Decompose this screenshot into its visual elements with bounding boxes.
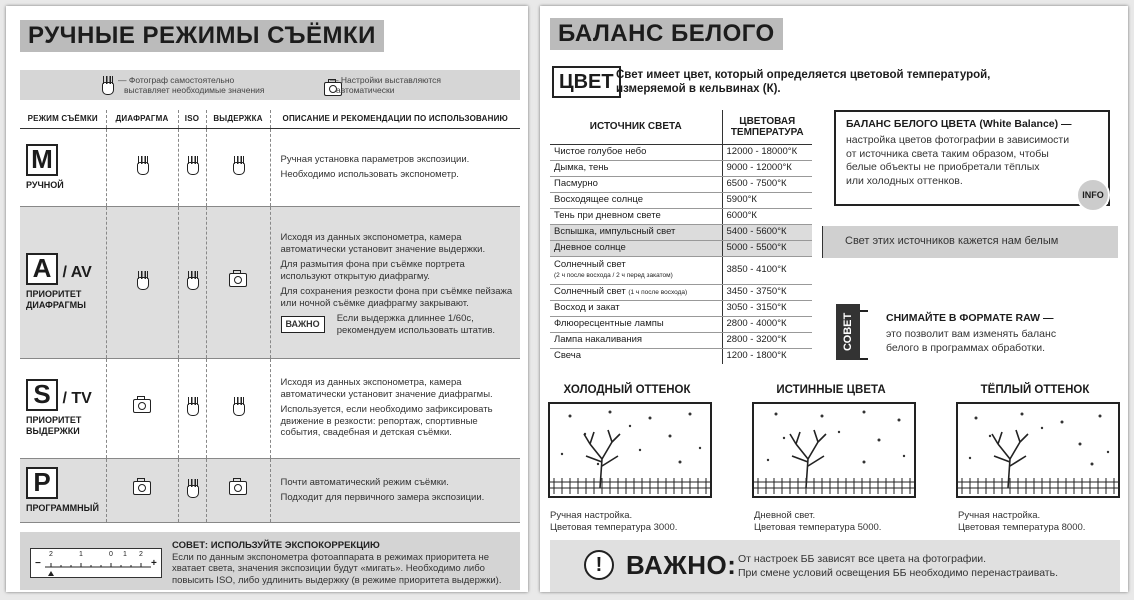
tip-text-block [172,540,517,586]
sample-caption-true: Дневной свет. Цветовая температура 5000. [754,510,882,533]
legend-auto-line2: автоматически [336,85,395,95]
mode-description: Исходя из данных экспонометра, камера автоматически установит значение диафрагмы. Используется, если необходимо зафиксировать движение в резкости: репортаж, спортивные события, свадебная и детская съёмки. [270,358,520,458]
table-row: Восход и закат 3050 - 3150°К [550,300,812,316]
sample-title-warm: ТЁПЛЫЙ ОТТЕНОК [980,384,1090,396]
important-text: Если выдержка длиннее 1/60с, рекомендуем использовать штатив. [336,313,496,336]
col-iso: ISO [178,110,206,128]
col-shutter: ВЫДЕРЖКА [206,110,270,128]
table-row: Свеча 1200 - 1800°К [550,348,812,364]
important-text: От настроек ББ зависят все цвета на фотографии. При смене условий освещения ББ необходимо перенастраивать. [738,553,1059,579]
mode-cell [20,358,106,458]
tip-title: СНИМАЙТЕ В ФОРМАТЕ RAW — [886,312,1054,324]
mode-letter: S [26,379,58,411]
mode-name-line1: ПРИОРИТЕТ [26,415,82,425]
tip-text: это позволит вам изменять баланс белого в программах обработки. [886,328,1057,354]
table-row: Восходящее солнце 5900°К [550,192,812,208]
hand-icon [135,156,149,174]
hand-icon [185,271,199,289]
tip-tag: СОВЕТ [836,304,860,360]
mode-name-line2: ДИАФРАГМЫ [26,300,86,310]
table-row: Лампа накаливания 2800 - 3200°К [550,332,812,348]
sample-caption-warm: Ручная настройка. Цветовая температура 8000. [958,510,1086,533]
mode-name-line2: ВЫДЕРЖКИ [26,426,80,436]
tip-text: Если по данным экспонометра фотоаппарата в режимах приоритета не хватает света, значения экспозиции будут «мигать». Необходимо либо повысить ISO, либо удлинить выдержку (в режиме приоритета выдержки). [172,551,502,586]
table-row: Солнечный свет (1 ч после восхода) 3450 - 3750°К [550,284,812,300]
table-row: Дневное солнце 5000 - 5500°К [550,240,812,256]
mode-description: Ручная установка параметров экспозиции. Необходимо использовать экспонометр. [270,128,520,206]
table-row: Солнечный свет (2 ч после восхода / 2 ч перед закатом) 3850 - 4100°К [550,256,812,284]
sample-caption-cold: Ручная настройка. Цветовая температура 3000. [550,510,678,533]
white-light-note: Свет этих источников кажется нам белым [822,226,1118,258]
page-title: РУЧНЫЕ РЕЖИМЫ СЪЁМКИ [20,20,384,52]
hand-icon [231,156,245,174]
raw-tip [836,304,1116,366]
definition-text: настройка цветов фотографии в зависимости от источника света таким образом, чтобы белые объекты не приобретали тёплых или холодных оттенков. [846,134,1070,187]
col-aperture: ДИАФРАГМА [106,110,178,128]
mode-row-s [20,358,520,458]
important-label: ВАЖНО [281,316,325,334]
color-label: ЦВЕТ [552,66,621,98]
mode-name-line1: ПРИОРИТЕТ [26,289,82,299]
col-temperature: ЦВЕТОВАЯ ТЕМПЕРАТУРА [722,110,812,144]
table-row: Флюоресцентные лампы 2800 - 4000°К [550,316,812,332]
col-description: ОПИСАНИЕ И РЕКОМЕНДАЦИИ ПО ИСПОЛЬЗОВАНИЮ [270,110,520,128]
camera-icon [229,273,247,287]
legend-manual-line2: выставляет необходимые значения [124,85,265,95]
legend-manual-line1: — Фотограф самостоятельно [118,75,235,85]
exposure-compensation-tip [20,532,520,590]
important-label: ВАЖНО: [626,550,737,580]
camera-icon [133,481,151,495]
manual-modes-page [6,6,528,592]
winter-tree-illustration [958,404,1118,496]
info-badge: INFO [1076,178,1110,212]
sample-image-cold [548,402,712,498]
sample-title-cold: ХОЛОДНЫЙ ОТТЕНОК [563,384,691,396]
table-row: Дымка, тень 9000 - 12000°К [550,160,812,176]
table-row: Тень при дневном свете 6000°К [550,208,812,224]
mode-description: Исходя из данных экспонометра, камера автоматически установит значение выдержки. Для размытия фона при съёмке портрета используют открытую диафрагму. Для сохранения резкости фона при съёмке пейзажа или ночной съёмке диафрагму закрывают. ВАЖНО Если выдержка длиннее 1/60с, рекомендуем использовать штатив. [270,206,520,358]
winter-tree-illustration [754,404,914,496]
mode-description: Почти автоматический режим съёмки. Подходит для первичного замера экспозиции. [270,458,520,522]
camera-icon [229,481,247,495]
camera-icon [133,399,151,413]
mode-letter: P [26,467,58,499]
sample-title-true: ИСТИННЫЕ ЦВЕТА [776,384,886,396]
hand-icon [185,397,199,415]
mode-suffix: / AV [62,264,92,281]
hand-icon [185,479,199,497]
hand-icon [185,156,199,174]
table-header-row [550,110,812,144]
intro-text: Свет имеет цвет, который определяется цветовой температурой, измеряемой в кельвинах (К). [616,69,991,95]
mode-letter: A [26,253,58,285]
mode-cell [20,458,106,522]
winter-tree-illustration [550,404,710,496]
mode-suffix: / TV [62,390,92,407]
modes-table [20,110,520,523]
hand-icon [231,397,245,415]
important-note [281,313,515,336]
table-header-row [20,110,520,128]
table-row: Чистое голубое небо 12000 - 18000°К [550,144,812,160]
legend [20,70,520,100]
white-balance-page [540,6,1128,592]
mode-name: ПРОГРАММНЫЙ [26,502,99,513]
mode-row-a [20,206,520,358]
table-row: Пасмурно 6500 - 7500°К [550,176,812,192]
mode-cell [20,206,106,358]
sample-image-true [752,402,916,498]
page-title: БАЛАНС БЕЛОГО [550,18,783,50]
mode-letter: M [26,144,58,176]
col-source: ИСТОЧНИК СВЕТА [550,110,722,144]
important-box [550,540,1120,592]
definition-box [834,110,1110,206]
mode-cell [20,128,106,206]
mode-name: РУЧНОЙ [26,179,64,190]
col-mode: РЕЖИМ СЪЁМКИ [20,110,106,128]
exclamation-icon: ! [584,550,614,580]
color-temperature-table [550,110,812,364]
tip-title: СОВЕТ: ИСПОЛЬЗУЙТЕ ЭКСПОКОРРЕКЦИЮ [172,540,380,551]
definition-title: БАЛАНС БЕЛОГО ЦВЕТА (White Balance) — [846,118,1072,130]
legend-auto-line1: — Настройки выставляются [330,75,442,85]
exposure-scale-graphic: − 2 1 0 1 2 + [30,548,162,578]
sample-image-warm [956,402,1120,498]
mode-row-m [20,128,520,206]
table-row: Вспышка, импульсный свет 5400 - 5600°К [550,224,812,240]
mode-row-p [20,458,520,522]
hand-icon [135,271,149,289]
hand-icon [100,76,114,94]
